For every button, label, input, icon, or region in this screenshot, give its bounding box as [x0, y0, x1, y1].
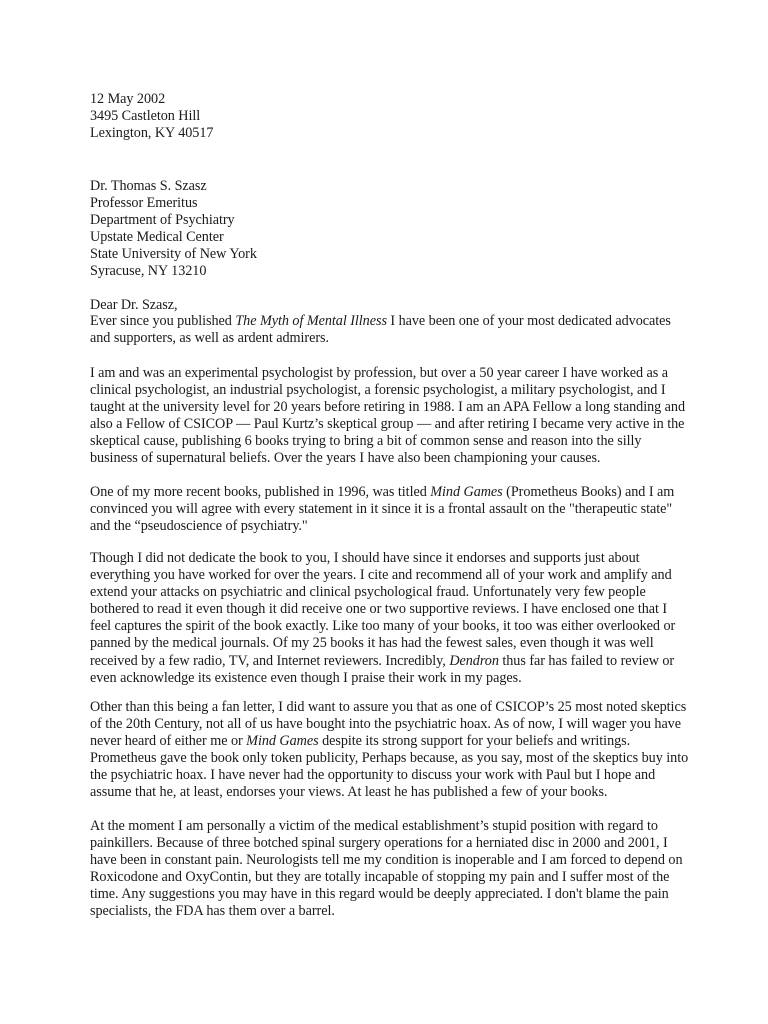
text-line [90, 550, 690, 567]
text-run: also a Fellow of CSICOP — Paul Kurtz’s skeptical group — and after retiring I became very active in the [90, 416, 685, 433]
text-run: taught at the university level for 20 years before retiring in 1988. I am an APA Fellow a long standing and [90, 399, 685, 416]
text-run: skeptical cause, publishing 6 books trying to bring a bit of common sense and reason into the silly [90, 433, 642, 450]
text-run: business of supernatural beliefs. Over the years I have also been championing your causes. [90, 450, 601, 467]
text-run: time. Any suggestions you may have in this regard would be deeply appreciated. I don't blame the pain [90, 886, 669, 903]
text-run: Other than this being a fan letter, I did want to assure you that as one of CSICOP’s 25 most noted skeptics [90, 699, 687, 715]
text-run: even acknowledge its existence even though I praise their work in my pages. [90, 669, 522, 686]
text-run: I have been one of your most dedicated advocates [386, 313, 671, 329]
text-line [90, 852, 690, 869]
paragraph-1 [90, 313, 690, 347]
text-line [90, 767, 690, 784]
text-line [90, 903, 690, 920]
text-line [90, 584, 690, 601]
recipient-institution: Upstate Medical Center [90, 229, 224, 246]
text-line [90, 733, 690, 750]
paragraph-2 [90, 365, 690, 468]
book-title: Mind Games [246, 733, 319, 750]
text-line [90, 382, 690, 399]
text-line [90, 365, 690, 382]
letter-date: 12 May 2002 [90, 91, 166, 107]
text-line [90, 330, 690, 347]
recipient-department: Department of Psychiatry [90, 212, 235, 229]
text-line [90, 784, 690, 801]
text-run: extend your attacks on psychiatric and clinical psychological fraud. Unfortunately very few people [90, 584, 646, 601]
text-line [90, 518, 690, 535]
text-run: At the moment I am personally a victim of the medical establishment’s stupid position with regard to [90, 818, 658, 834]
text-line [90, 699, 690, 716]
text-line [90, 618, 690, 635]
book-title: The Myth of Mental Illness [235, 313, 387, 329]
text-line [90, 601, 690, 618]
sender-address-line: 3495 Castleton Hill [90, 108, 201, 125]
text-run: Roxicodone and OxyContin, but they are totally incapable of stopping my pain and I suffer most of the [90, 869, 670, 886]
text-run: bothered to read it even though it did receive one or two supportive reviews. I have enclosed one that I [90, 601, 668, 618]
text-run: have been in constant pain. Neurologists tell me my condition is inoperable and I am forced to depend on [90, 852, 683, 869]
text-line [90, 869, 690, 886]
recipient-title: Professor Emeritus [90, 195, 198, 212]
text-run: Though I did not dedicate the book to you, I should have since it endorses and supports just about [90, 550, 640, 566]
text-line [90, 567, 690, 584]
text-line [90, 653, 690, 670]
text-line [90, 416, 690, 433]
salutation: Dear Dr. Szasz, [90, 297, 178, 313]
text-line [90, 835, 690, 852]
text-run: Prometheus gave the book only token publicity, Perhaps because, as you say, most of the skeptics buy into [90, 750, 689, 767]
sender-city-line: Lexington, KY 40517 [90, 125, 214, 142]
salutation-block [90, 297, 690, 314]
text-run: thus far has failed to review or [498, 652, 675, 669]
text-line [90, 450, 690, 467]
text-line [90, 399, 690, 416]
text-run: panned by the medical journals. Of my 25 books it has had the fewest sales, even though it was well [90, 635, 654, 652]
text-run: One of my more recent books, published in 1996, was titled [90, 484, 431, 500]
text-run: received by a few radio, TV, and Internet reviewers. Incredibly, [90, 652, 450, 669]
text-line [90, 635, 690, 652]
text-run: assume that he, at least, endorses your views. At least he has published a few of your books. [90, 784, 608, 801]
text-run: clinical psychologist, an industrial psychologist, a forensic psychologist, a military psychologist, and I [90, 382, 666, 399]
text-run: specialists, the FDA has them over a barrel. [90, 903, 335, 920]
text-line [90, 750, 690, 767]
text-run: painkillers. Because of three botched spinal surgery operations for a herniated disc in 2000 and 2001, I [90, 835, 668, 852]
text-line [90, 433, 690, 450]
text-line [90, 313, 690, 330]
sender-block [90, 91, 690, 142]
recipient-university: State University of New York [90, 246, 257, 263]
book-title: Mind Games [430, 484, 503, 500]
text-run: convinced you will agree with every statement in it since it is a frontal assault on the "therapeutic state" [90, 501, 673, 518]
book-title: Dendron [449, 652, 499, 669]
recipient-name: Dr. Thomas S. Szasz [90, 178, 207, 194]
text-run: never heard of either me or [90, 733, 247, 750]
paragraph-4 [90, 550, 690, 687]
text-line [90, 501, 690, 518]
paragraph-3 [90, 484, 690, 535]
text-line [90, 818, 690, 835]
text-run: and supporters, as well as ardent admirers. [90, 330, 329, 347]
text-run: Ever since you published [90, 313, 236, 329]
text-line [90, 670, 690, 687]
recipient-block [90, 178, 690, 281]
text-run: of the 20th Century, not all of us have bought into the psychiatric hoax. As of now, I will wager you have [90, 716, 681, 733]
text-run: and the “pseudoscience of psychiatry." [90, 518, 308, 535]
text-run: the psychiatric hoax. I have never had the opportunity to discuss your work with Paul but I hope and [90, 767, 656, 784]
text-run: everything you have worked for over the years. I cite and recommend all of your work and amplify and [90, 567, 672, 584]
text-line [90, 484, 690, 501]
recipient-city-line: Syracuse, NY 13210 [90, 263, 207, 280]
text-run: feel captures the spirit of the book exactly. Like too many of your books, it too was either overlooked or [90, 618, 676, 635]
paragraph-6 [90, 818, 690, 921]
text-run: despite its strong support for your beliefs and writings. [318, 733, 631, 750]
text-run: I am and was an experimental psychologist by profession, but over a 50 year career I have worked as a [90, 365, 669, 381]
text-line [90, 716, 690, 733]
text-run: (Prometheus Books) and I am [502, 484, 675, 500]
text-line [90, 886, 690, 903]
paragraph-5 [90, 699, 690, 802]
